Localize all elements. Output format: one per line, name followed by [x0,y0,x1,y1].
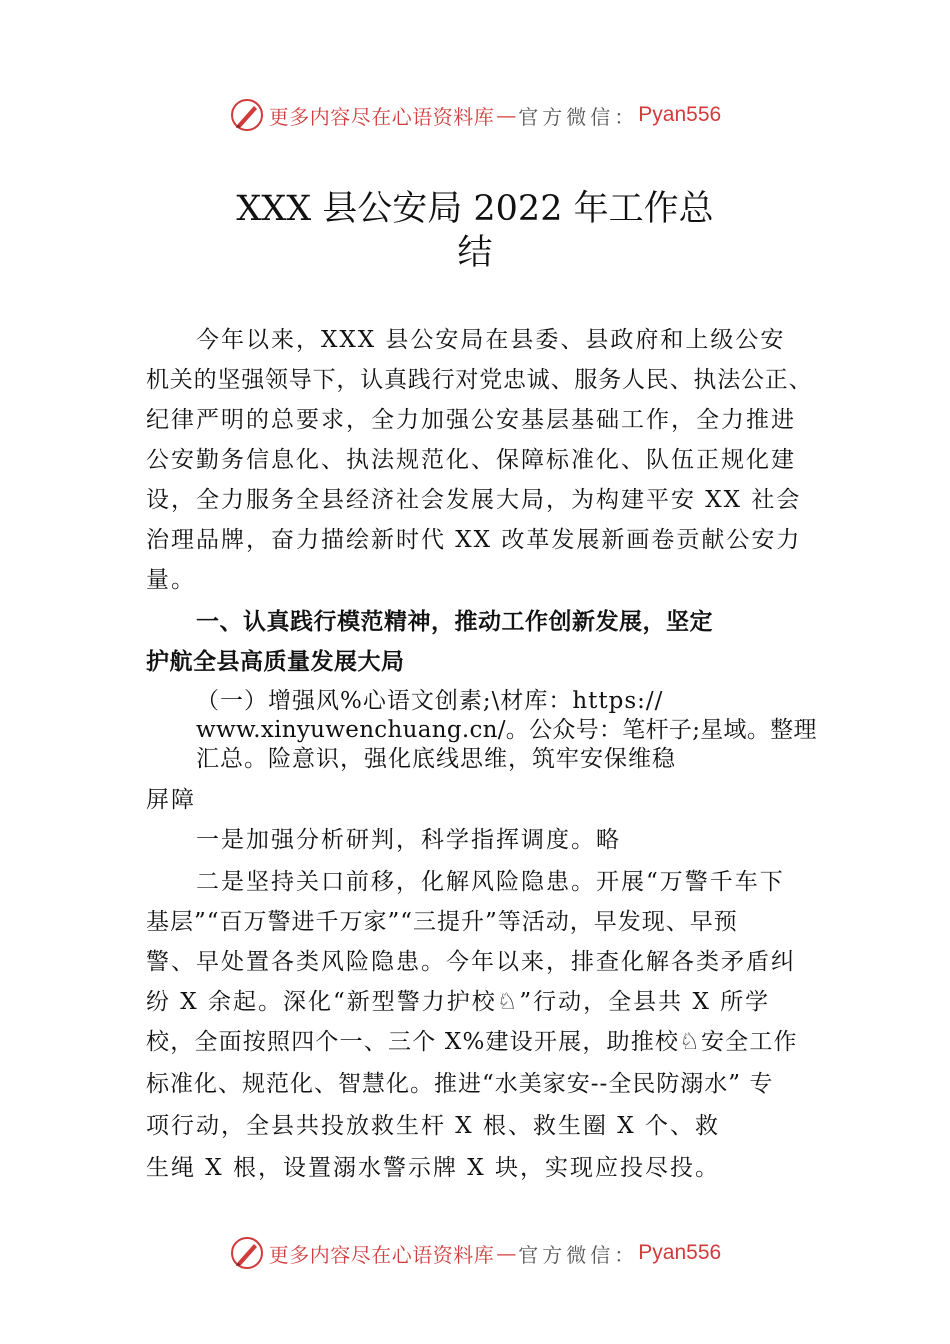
point-2-line-6: 标准化、规范化、智慧化。推进“水美家安--全民防溺水” 专 [146,1071,774,1097]
intro-line-6: 治理品牌，奋力描绘新时代 XX 改革发展新画卷贡献公安力 [146,527,802,553]
subsection-line-3: 汇总。险意识，强化底线思维，筑牢安保维稳 [196,746,676,772]
header-banner [0,95,950,135]
subsection-line-4: 屏障 [146,787,196,813]
point-2-line-2: 基层”“百万警进千万家”“三提升”等活动，早发现、早预 [146,909,738,935]
title-line-2: 结 [457,233,493,273]
point-2-line-4: 纷 X 余起。深化“新型警力护校♘”行动，全县共 X 所学 [146,989,771,1015]
point-1: 一是加强分析研判，科学指挥调度。略 [196,827,621,853]
subsection-line-1: （一）增强风%心语文创素;\材库：https:// [196,688,664,714]
intro-line-1: 今年以来，XXX 县公安局在县委、县政府和上级公安 [196,327,786,353]
section-heading-line-1: 一、认真践行模范精神，推动工作创新发展，坚定 [196,609,713,635]
title-line-1: XXX 县公安局 2022 年工作总 [236,189,714,229]
banner-text-red: 更多内容尽在心语资料库 [268,1242,495,1267]
point-2-line-3: 警、早处置各类风险隐患。今年以来，排查化解各类矛盾纠 [146,949,796,975]
point-2-line-5: 校，全面按照四个一、三个 X%建设开展，助推校♘安全工作 [146,1029,798,1055]
intro-line-7: 量。 [146,567,196,593]
subsection-line-2: www.xinyuwenchuang.cn/。公众号：笔杆子;星域。整理 [196,717,817,743]
banner-wechat-id: Pyan556 [638,1241,722,1264]
point-2-line-7: 项行动，全县共投放救生杆 X 根、救生圈 X 个、救 [146,1113,720,1139]
banner-dash: — [496,1241,517,1265]
intro-line-5: 设，全力服务全县经济社会发展大局，为构建平安 XX 社会 [146,487,802,513]
banner-wechat-id: Pyan556 [638,103,722,126]
intro-line-2: 机关的坚强领导下，认真践行对党忠诚、服务人民、执法公正、 [146,367,813,393]
footer-banner [0,1233,950,1273]
banner-text-gray: 官方微信： [518,104,639,129]
pen-logo-icon [229,1235,265,1271]
point-2-line-1: 二是坚持关口前移，化解风险隐患。开展“万警千车下 [196,869,785,895]
section-heading-line-2: 护航全县高质量发展大局 [146,649,405,675]
banner-text-red: 更多内容尽在心语资料库 [268,104,495,129]
banner-dash: — [496,103,517,127]
intro-line-4: 公安勤务信息化、执法规范化、保障标准化、队伍正规化建 [146,447,796,473]
banner-text-gray: 官方微信： [518,1242,639,1267]
page-title [0,187,950,275]
intro-line-3: 纪律严明的总要求，全力加强公安基层基础工作，全力推进 [146,407,796,433]
point-2-line-8: 生绳 X 根，设置溺水警示牌 X 块，实现应投尽投。 [146,1155,720,1181]
pen-logo-icon [229,97,265,133]
